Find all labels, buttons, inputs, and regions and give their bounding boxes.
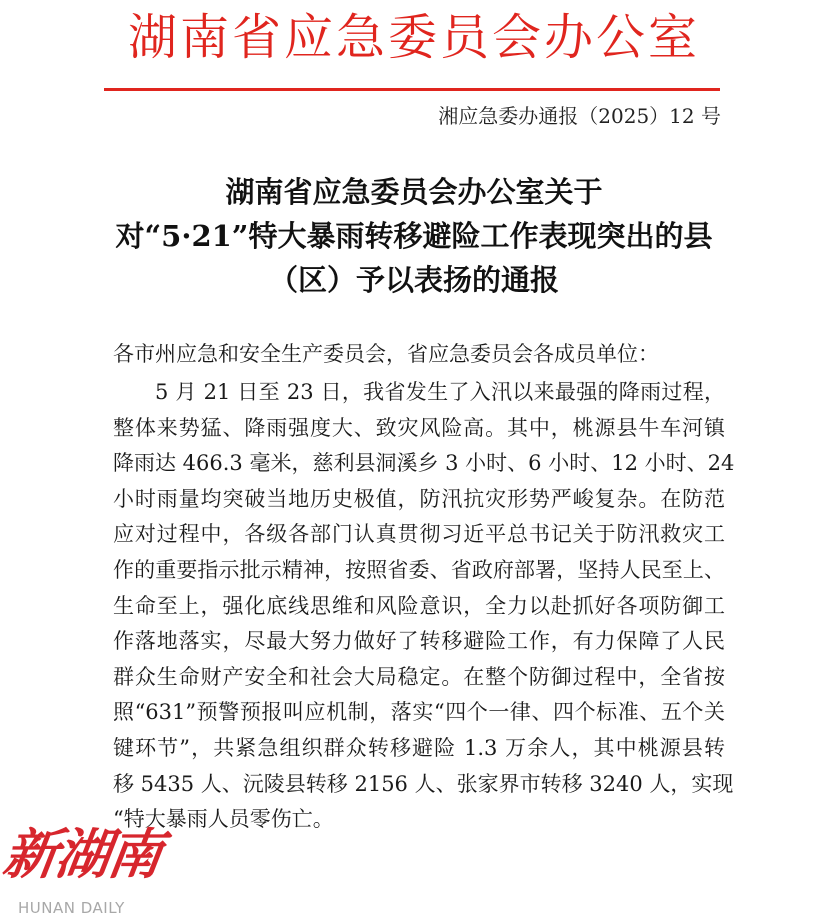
document-number: 湘应急委办通报（2025）12 号	[438, 104, 721, 128]
body-line: 键环节”，共紧急组织群众转移避险 1.3 万余人，其中桃源县转	[113, 735, 725, 760]
body-line: 照“631”预警预报叫应机制，落实“四个一律、四个标准、五个关	[113, 700, 725, 725]
body-paragraph	[113, 375, 735, 838]
body-line: 移 5435 人、沅陵县转移 2156 人、张家界市转移 3240 人，实现	[113, 771, 734, 796]
watermark-brand-text: HUNAN DAILY	[18, 899, 125, 917]
body-line: 作落地落实，尽最大努力做好了转移避险工作，有力保障了人民	[113, 629, 725, 654]
watermark-logo-text: 新湖南	[0, 822, 165, 886]
hunan-daily-watermark	[0, 822, 165, 922]
title-line: 对“5·21”特大暴雨转移避险工作表现突出的县	[115, 219, 713, 253]
body-line: 整体来势猛、降雨强度大、致灾风险高。其中，桃源县牛车河镇	[113, 415, 725, 440]
body-line: 降雨达 466.3 毫米，慈利县洞溪乡 3 小时、6 小时、12 小时、24	[113, 451, 735, 476]
title-line: （区）予以表扬的通报	[268, 263, 559, 297]
issuing-office-header: 湖南省应急委员会办公室	[127, 9, 700, 66]
body-line: 小时雨量均突破当地历史极值，防汛抗灾形势严峻复杂。在防范	[113, 486, 725, 511]
document-title	[100, 170, 728, 302]
body-line: 应对过程中，各级各部门认真贯彻习近平总书记关于防汛救灾工	[113, 522, 725, 547]
title-line: 湖南省应急委员会办公室关于	[225, 175, 603, 209]
salutation: 各市州应急和安全生产委员会，省应急委员会各成员单位：	[113, 342, 659, 366]
body-line: 5 月 21 日至 23 日，我省发生了入汛以来最强的降雨过程，	[155, 380, 725, 404]
body-line: 群众生命财产安全和社会大局稳定。在整个防御过程中，全省按	[113, 664, 725, 689]
header-red-rule	[104, 88, 720, 91]
body-line: “特大暴雨人员零伤亡。	[113, 807, 334, 832]
body-line: 作的重要指示批示精神，按照省委、省政府部署，坚持人民至上、	[113, 557, 725, 582]
body-line: 生命至上，强化底线思维和风险意识，全力以赴抓好各项防御工	[113, 593, 725, 618]
